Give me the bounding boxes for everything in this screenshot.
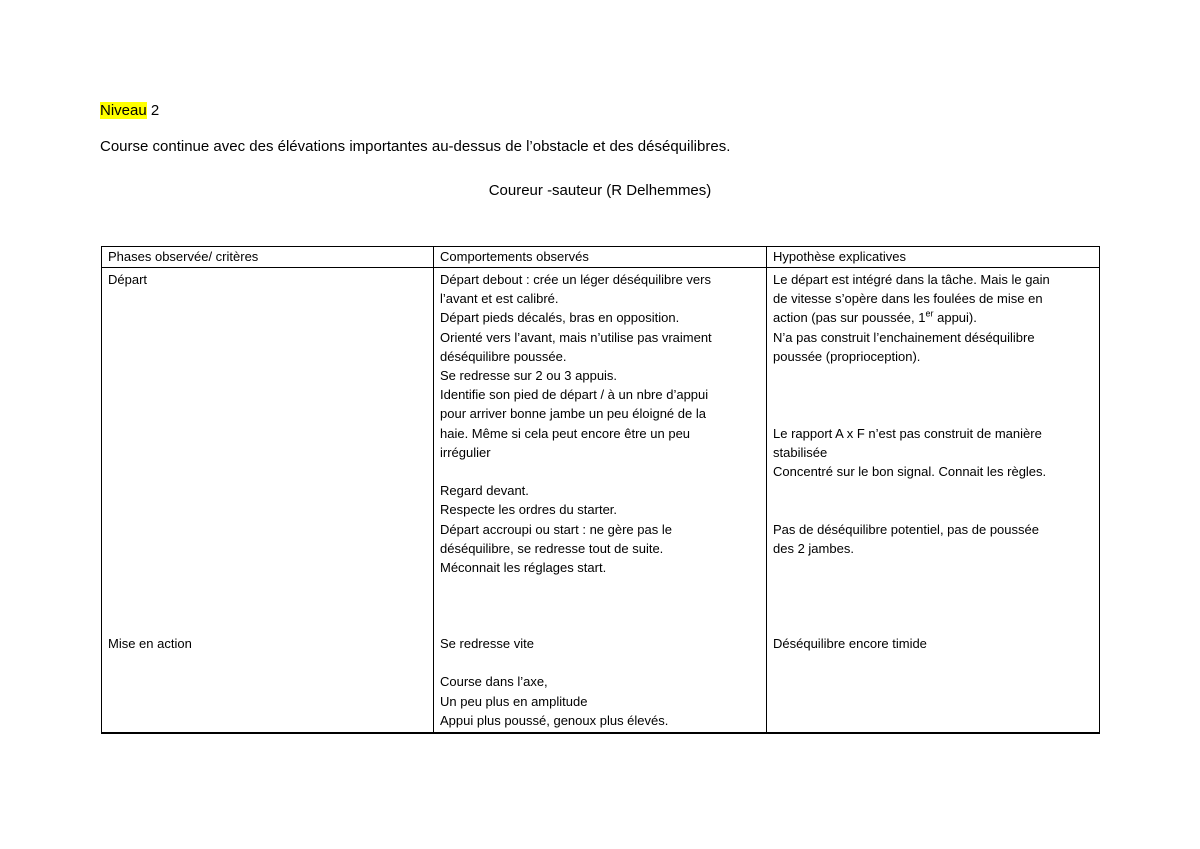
cell-line: haie. Même si cela peut encore être un peu (440, 425, 691, 441)
cell-line: N’a pas construit l’enchainement déséquilibre (773, 329, 1035, 345)
cell-line: Course dans l’axe, (440, 674, 548, 690)
hypotheses-mise-en-action (773, 634, 1093, 653)
cell-line (440, 653, 760, 672)
cell-line (773, 308, 1093, 327)
cell-line-text: action (pas sur poussée, 1 (773, 310, 926, 326)
cell-line (773, 404, 1093, 423)
cell-line-text: appui). (933, 310, 977, 326)
phase-mise-en-action: Mise en action (108, 636, 192, 651)
behaviors-depart (440, 270, 760, 634)
cell-line (440, 462, 760, 481)
cell-line: Orienté vers l’avant, mais n’utilise pas vraiment (440, 329, 712, 345)
hypotheses-cell (767, 268, 1100, 734)
hypotheses-depart (773, 270, 1093, 634)
level-description: Course continue avec des élévations importantes au-dessus de l’obstacle et des déséquilibres. (100, 138, 731, 155)
level-label-highlight: Niveau (100, 102, 147, 119)
cell-line (773, 385, 1093, 404)
cell-line: pour arriver bonne jambe un peu éloigné de la (440, 406, 706, 422)
cell-line: l’avant et est calibré. (440, 291, 559, 307)
cell-line (773, 481, 1093, 500)
cell-line: Regard devant. (440, 483, 529, 499)
cell-line: Se redresse sur 2 ou 3 appuis. (440, 368, 618, 384)
cell-line: Départ accroupi ou start : ne gère pas le (440, 521, 672, 537)
cell-line (773, 366, 1093, 385)
observation-table (101, 246, 1100, 734)
header-behaviors: Comportements observés (434, 247, 767, 268)
cell-line: déséquilibre, se redresse tout de suite. (440, 540, 664, 556)
cell-line: Le rapport A x F n’est pas construit de manière (773, 425, 1042, 441)
cell-line: stabilisée (773, 444, 828, 460)
cell-line: Départ debout : crée un léger déséquilibre vers (440, 272, 711, 287)
cell-line (773, 500, 1093, 519)
cell-line: Concentré sur le bon signal. Connait les règles. (773, 463, 1047, 479)
cell-line: Un peu plus en amplitude (440, 693, 588, 709)
cell-line: Le départ est intégré dans la tâche. Mais le gain (773, 272, 1050, 287)
ordinal-superscript: er (925, 309, 934, 320)
cell-line: Respecte les ordres du starter. (440, 502, 618, 518)
behaviors-cell (434, 268, 767, 734)
header-hypotheses: Hypothèse explicatives (767, 247, 1100, 268)
cell-line: déséquilibre poussée. (440, 348, 567, 364)
phases-cell (102, 268, 434, 734)
phase-depart: Départ (108, 272, 148, 287)
cell-line: des 2 jambes. (773, 540, 854, 556)
cell-line: Se redresse vite (440, 636, 534, 651)
header-phases: Phases observée/ critères (102, 247, 434, 268)
table-header-row (102, 247, 1100, 268)
behaviors-mise-en-action (440, 634, 760, 730)
cell-line: de vitesse s’opère dans les foulées de mise en (773, 291, 1043, 307)
cell-line: Départ pieds décalés, bras en opposition. (440, 310, 680, 326)
cell-line: Appui plus poussé, genoux plus élevés. (440, 712, 669, 728)
table-body-row (102, 268, 1100, 734)
cell-line: poussée (proprioception). (773, 348, 921, 364)
cell-line: Pas de déséquilibre potentiel, pas de poussée (773, 521, 1039, 537)
cell-line: irrégulier (440, 444, 491, 460)
cell-line: Méconnait les réglages start. (440, 560, 607, 576)
level-number: 2 (146, 102, 160, 119)
level-heading (100, 101, 159, 121)
cell-line: Déséquilibre encore timide (773, 636, 927, 651)
cell-line: Identifie son pied de départ / à un nbre d’appui (440, 387, 709, 403)
table-title: Coureur -sauteur (R Delhemmes) (488, 182, 712, 199)
